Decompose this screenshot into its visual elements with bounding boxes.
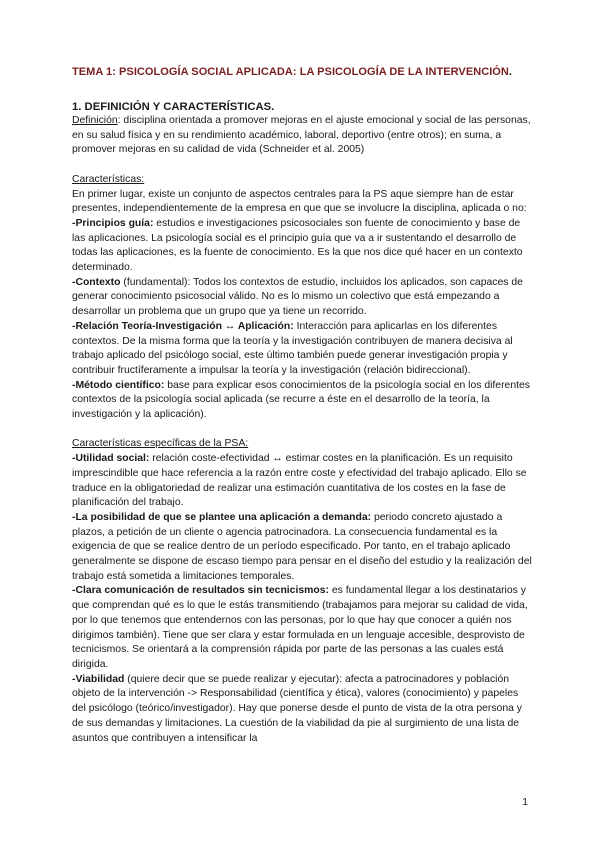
- characteristic-item: -Principios guía: estudios e investigaciones psicosociales son fuente de conocimiento y base de las aplicaciones. La psicología social es el principio guía que va a ir sustentando el desarrollo de todas las aplicaciones, es la fuente de conocimiento. Es la que nos dice qué hacer en un contexto determinado.: [72, 217, 523, 274]
- characteristics-intro: En primer lugar, existe un conjunto de aspectos centrales para la PS aque siempre han de estar presentes, independientemente de la empresa en que que se involucre la disciplina, aplicada o no:: [72, 188, 527, 215]
- specific-item: -Clara comunicación de resultados sin tecnicismos: es fundamental llegar a los destinatarios y que comprendan qué es lo que le estás transmitiendo (trabajamos para mejorar su calidad de vida, por lo que tenemos que entendernos con las personas, por lo que hay que conocer a quién nos dirigimos también). Tiene que ser clara y estar formulada en un lenguaje accesible, desprovisto de tecnicismos. Se orientará a la comprensión rápida por parte de las personas a las cuales está dirigida.: [72, 585, 528, 670]
- characteristic-item: -Relación Teoría-Investigación ↔ Aplicación: Interacción para aplicarlas en los diferentes contextos. De la misma forma que la teoría y la investigación contribuyen de manera decisiva al trabajo aplicado del psicólogo social, este último también puede generar investigación propia y contribuir fructíferamente a impulsar la teoría y la investigación (relación bidireccional).: [72, 320, 513, 376]
- page-number: 1: [522, 797, 528, 808]
- specific-item: -Utilidad social: relación coste-efectividad ↔ estimar costes en la planificación. Es un requisito imprescindible que hace referencia a la razón entre coste y efectividad del trabajo aplicado. Ello se traduce en la obligatoriedad de realizar una estimación cuantitativa de los costes en la fase de planificación del trabajo.: [72, 453, 527, 509]
- definition-label: Definición: [72, 115, 118, 126]
- specific-characteristics-label: Características específicas de la PSA:: [72, 438, 249, 450]
- characteristic-item: -Contexto (fundamental): Todos los contextos de estudio, incluidos los aplicados, son capaces de generar conocimiento psicosocial válido. No es lo mismo un colectivo que está empezando a desarrollar un problema que un grupo que ya tiene un recorrido.: [72, 276, 523, 318]
- characteristics-label: Características:: [72, 173, 145, 185]
- definition-paragraph: Definición: disciplina orientada a promover mejoras en el ajuste emocional y social de las personas, en su salud física y en su rendimiento académico, laboral, deportivo (entre otros); en suma, a promover mejoras en su calidad de vida (Schneider et al. 2005): [72, 115, 531, 156]
- document-page: [72, 64, 532, 746]
- section-heading: 1. DEFINICIÓN Y CARACTERÍSTICAS.: [72, 101, 275, 113]
- specific-item: -La posibilidad de que se plantee una aplicación a demanda: periodo concreto ajustado a plazos, a petición de un cliente o agencia patrocinadora. La consecuencia fundamental es la exigencia de que se realice dentro de un período especificado. Por tanto, en el trabajo aplicado generalmente se dispone de escaso tiempo para pensar en el diseño del estudio y la realización del trabajo está sometida a limitaciones temporales.: [72, 511, 532, 582]
- specific-item: -Viabilidad (quiere decir que se puede realizar y ejecutar): afecta a patrocinadores y población objeto de la intervención -> Responsabilidad (científica y ética), valores (conocimiento) y papeles del psicólogo (teórico/investigador). Hay que ponerse desde el punto de vista de la otra persona y de sus demandas y limitaciones. La cuestión de la viabilidad da pie al surgimiento de una lista de asuntos que contribuyen a intensificar la: [72, 673, 522, 744]
- document-title: TEMA 1: PSICOLOGÍA SOCIAL APLICADA: LA PSICOLOGÍA DE LA INTERVENCIÓN.: [72, 66, 513, 78]
- characteristic-item: -Método científico: base para explicar esos conocimientos de la psicología social en los diferentes contextos de la psicología social aplicada (se recurre a éste en el desarrollo de la teoría, la investigación y la aplicación).: [72, 379, 530, 421]
